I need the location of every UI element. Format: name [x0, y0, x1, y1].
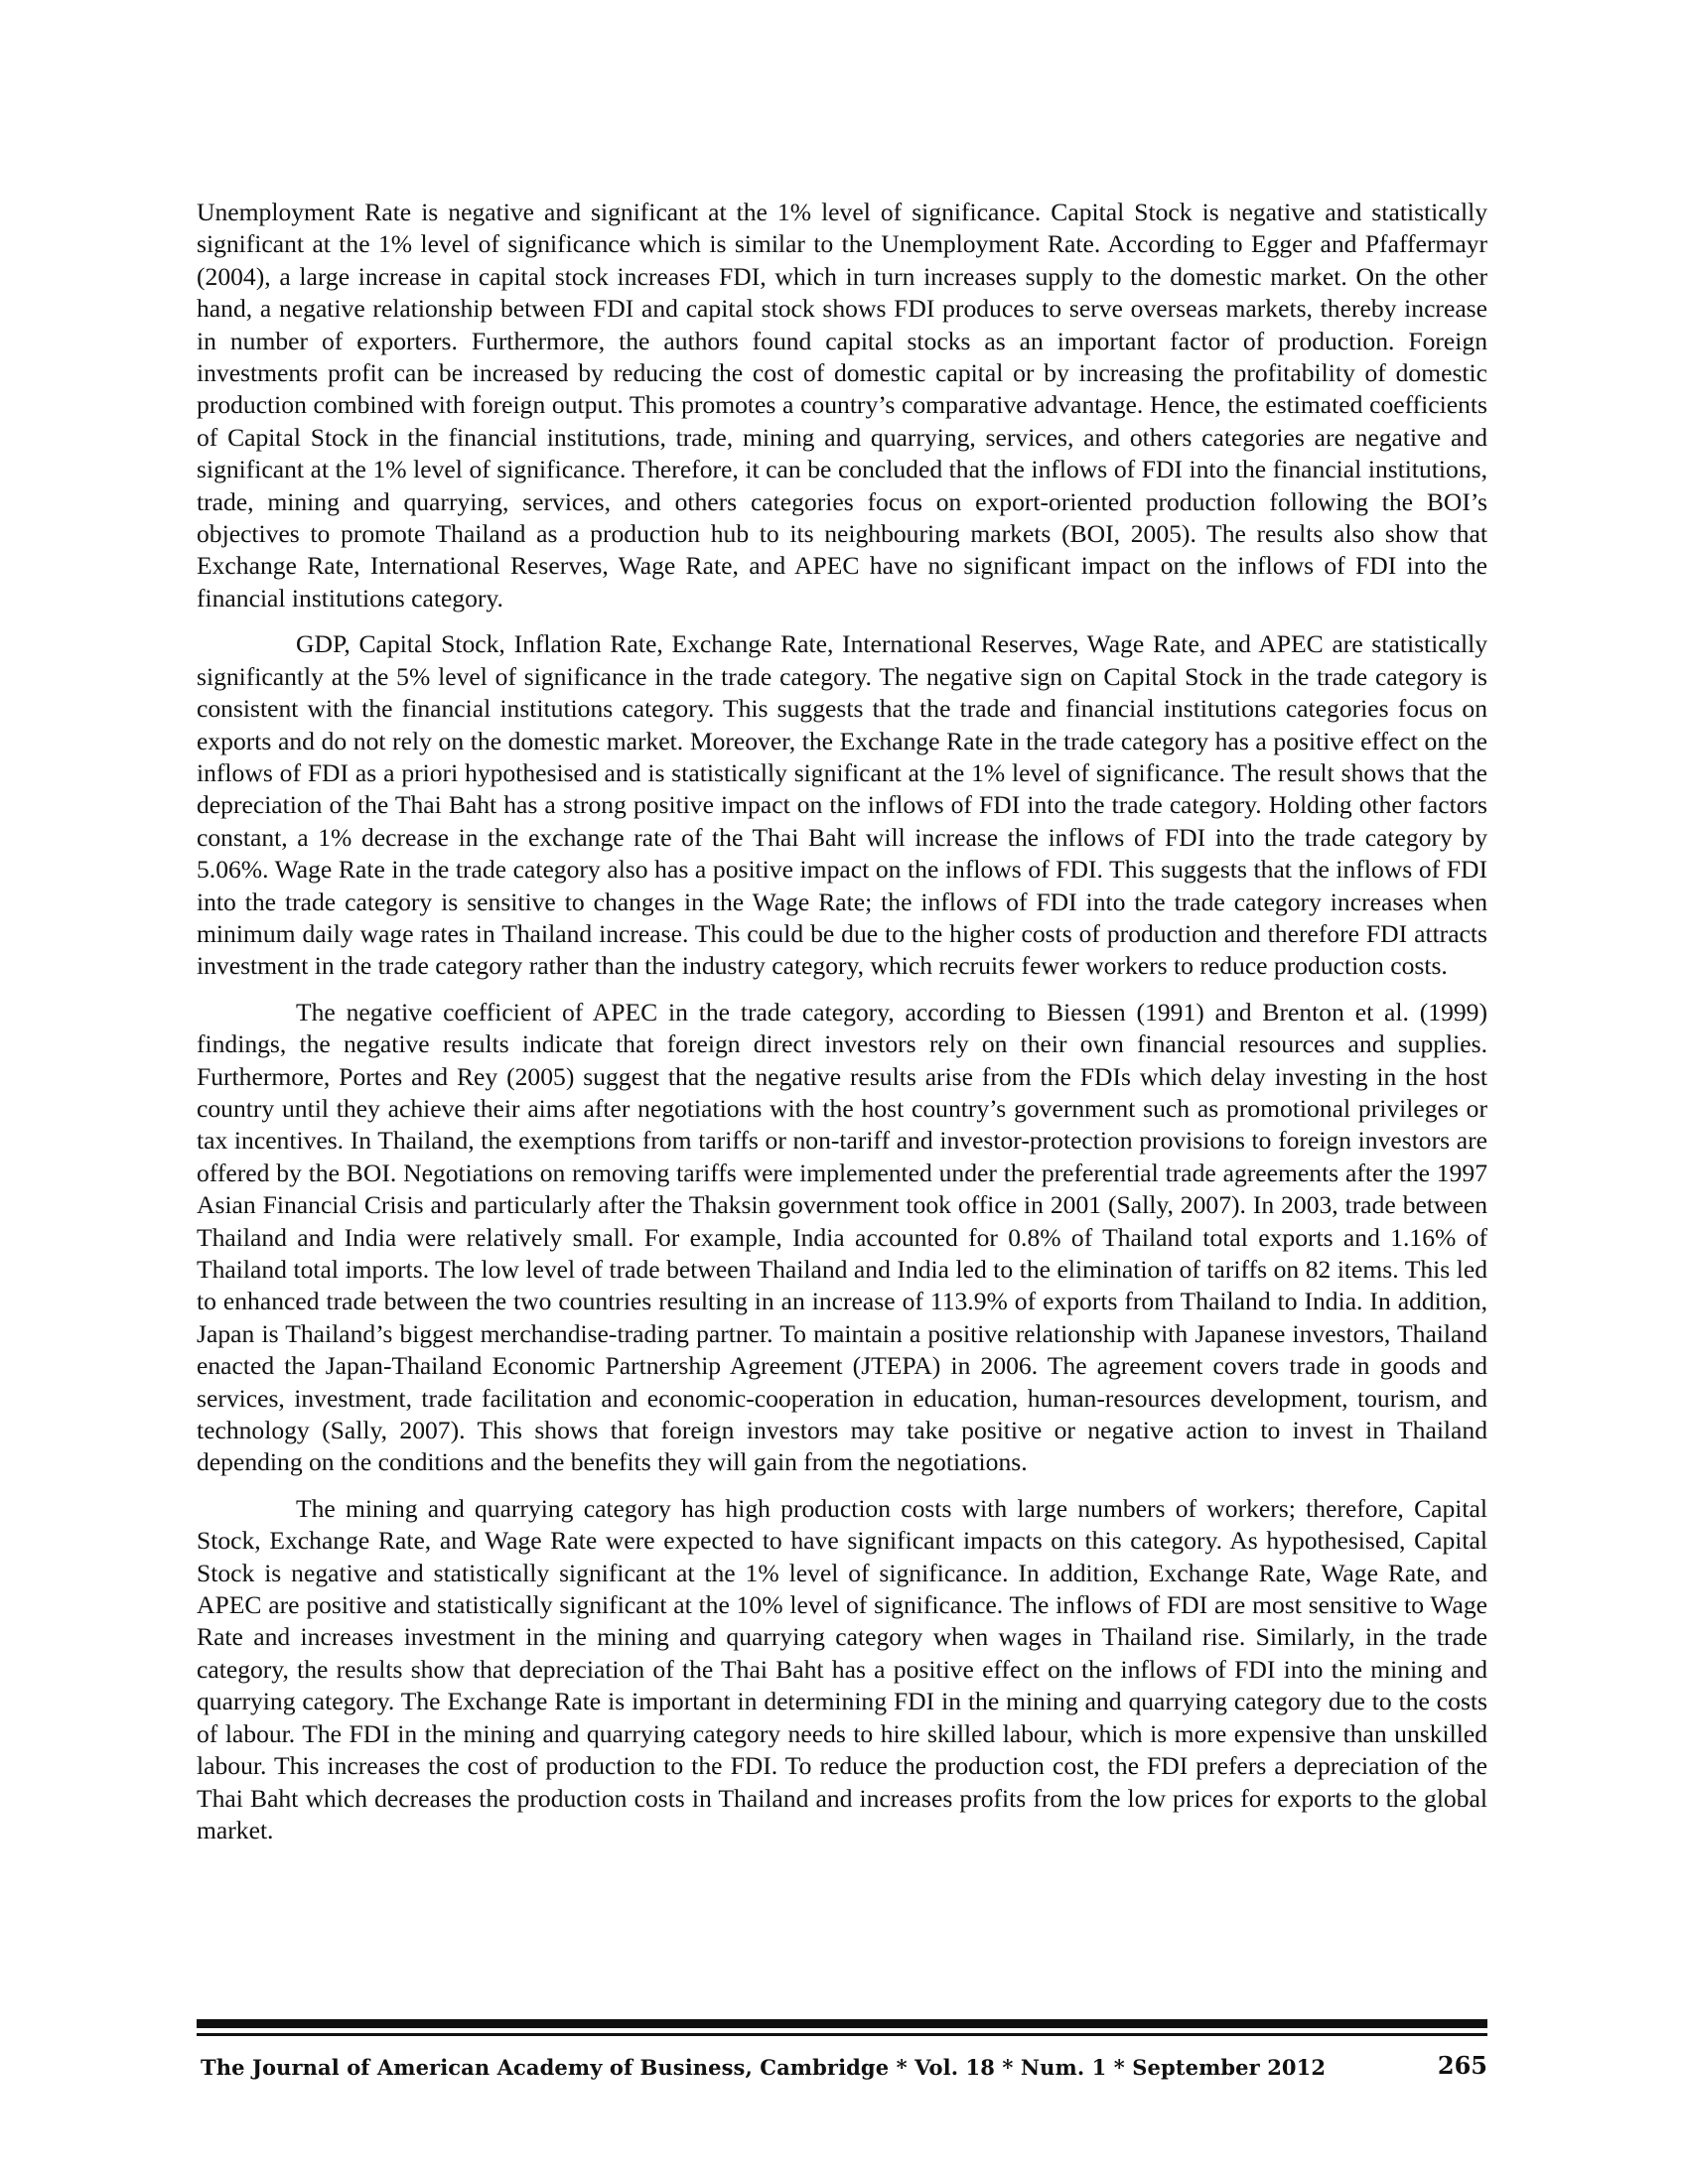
footer-journal-citation: The Journal of American Academy of Business, Cambridge * Vol. 18 * Num. 1 * September 2012 — [201, 2055, 1327, 2080]
article-body — [197, 197, 1487, 1860]
body-paragraph-3: The negative coefficient of APEC in the trade category, according to Biessen (1991) and Brenton et al. (1999) findings, the negative results indicate that foreign direct investors rely on their own financial resources and supplies. Furthermore, Portes and Rey (2005) suggest that the negative results arise from the FDIs which delay investing in the host country until they achieve their aims after negotiations with the host country’s government such as promotional privileges or tax incentives. In Thailand, the exemptions from tariffs or non-tariff and investor-protection provisions to foreign investors are offered by the BOI. Negotiations on removing tariffs were implemented under the preferential trade agreements after the 1997 Asian Financial Crisis and particularly after the Thaksin government took office in 2001 (Sally, 2007). In 2003, trade between Thailand and India were relatively small. For example, India accounted for 0.8% of Thailand total exports and 1.16% of Thailand total imports. The low level of trade between Thailand and India led to the elimination of tariffs on 82 items. This led to enhanced trade between the two countries resulting in an increase of 113.9% of exports from Thailand to India. In addition, Japan is Thailand’s biggest merchandise-trading partner. To maintain a positive relationship with Japanese investors, Thailand enacted the Japan-Thailand Economic Partnership Agreement (JTEPA) in 2006. The agreement covers trade in goods and services, investment, trade facilitation and economic-cooperation in education, human-resources development, tourism, and technology (Sally, 2007). This shows that foreign investors may take positive or negative action to invest in Thailand depending on the conditions and the benefits they will gain from the negotiations. — [197, 997, 1487, 1477]
body-paragraph-1: Unemployment Rate is negative and significant at the 1% level of significance. Capital Stock is negative and statistically significant at the 1% level of significance which is similar to the Unemployment Rate. According to Egger and Pfaffermayr (2004), a large increase in capital stock increases FDI, which in turn increases supply to the domestic market. On the other hand, a negative relationship between FDI and capital stock shows FDI produces to serve overseas markets, thereby increase in number of exporters. Furthermore, the authors found capital stocks as an important factor of production. Foreign investments profit can be increased by reducing the cost of domestic capital or by increasing the profitability of domestic production combined with foreign output. This promotes a country’s comparative advantage. Hence, the estimated coefficients of Capital Stock in the financial institutions, trade, mining and quarrying, services, and others categories are negative and significant at the 1% level of significance. Therefore, it can be concluded that the inflows of FDI into the financial institutions, trade, mining and quarrying, services, and others categories focus on export-oriented production following the BOI’s objectives to promote Thailand as a production hub to its neighbouring markets (BOI, 2005). The results also show that Exchange Rate, International Reserves, Wage Rate, and APEC have no significant impact on the inflows of FDI into the financial institutions category. — [197, 198, 1487, 613]
body-paragraph-4: The mining and quarrying category has high production costs with large numbers of workers; therefore, Capital Stock, Exchange Rate, and Wage Rate were expected to have significant impacts on this category. As hypothesised, Capital Stock is negative and statistically significant at the 1% level of significance. In addition, Exchange Rate, Wage Rate, and APEC are positive and statistically significant at the 10% level of significance. The inflows of FDI are most sensitive to Wage Rate and increases investment in the mining and quarrying category when wages in Thailand rise. Similarly, in the trade category, the results show that depreciation of the Thai Baht has a positive effect on the inflows of FDI into the mining and quarrying category. The Exchange Rate is important in determining FDI in the mining and quarrying category due to the costs of labour. The FDI in the mining and quarrying category needs to hire skilled labour, which is more expensive than unskilled labour. This increases the cost of production to the FDI. To reduce the production cost, the FDI prefers a depreciation of the Thai Baht which decreases the production costs in Thailand and increases profits from the low prices for exports to the global market. — [197, 1493, 1487, 1844]
footer-rule-thin — [197, 2033, 1487, 2036]
page-number: 265 — [1437, 2051, 1487, 2080]
body-paragraph-2: GDP, Capital Stock, Inflation Rate, Exchange Rate, International Reserves, Wage Rate, and APEC are statistically significantly at the 5% level of significance in the trade category. The negative sign on Capital Stock in the trade category is consistent with the financial institutions category. This suggests that the trade and financial institutions categories focus on exports and do not rely on the domestic market. Moreover, the Exchange Rate in the trade category has a positive effect on the inflows of FDI as a priori hypothesised and is statistically significant at the 1% level of significance. The result shows that the depreciation of the Thai Baht has a strong positive impact on the inflows of FDI into the trade category. Holding other factors constant, a 1% decrease in the exchange rate of the Thai Baht will increase the inflows of FDI into the trade category by 5.06%. Wage Rate in the trade category also has a positive impact on the inflows of FDI. This suggests that the inflows of FDI into the trade category is sensitive to changes in the Wage Rate; the inflows of FDI into the trade category increases when minimum daily wage rates in Thailand increase. This could be due to the higher costs of production and therefore FDI attracts investment in the trade category rather than the industry category, which recruits fewer workers to reduce production costs. — [197, 629, 1487, 981]
footer-rule-thick — [197, 2019, 1487, 2028]
